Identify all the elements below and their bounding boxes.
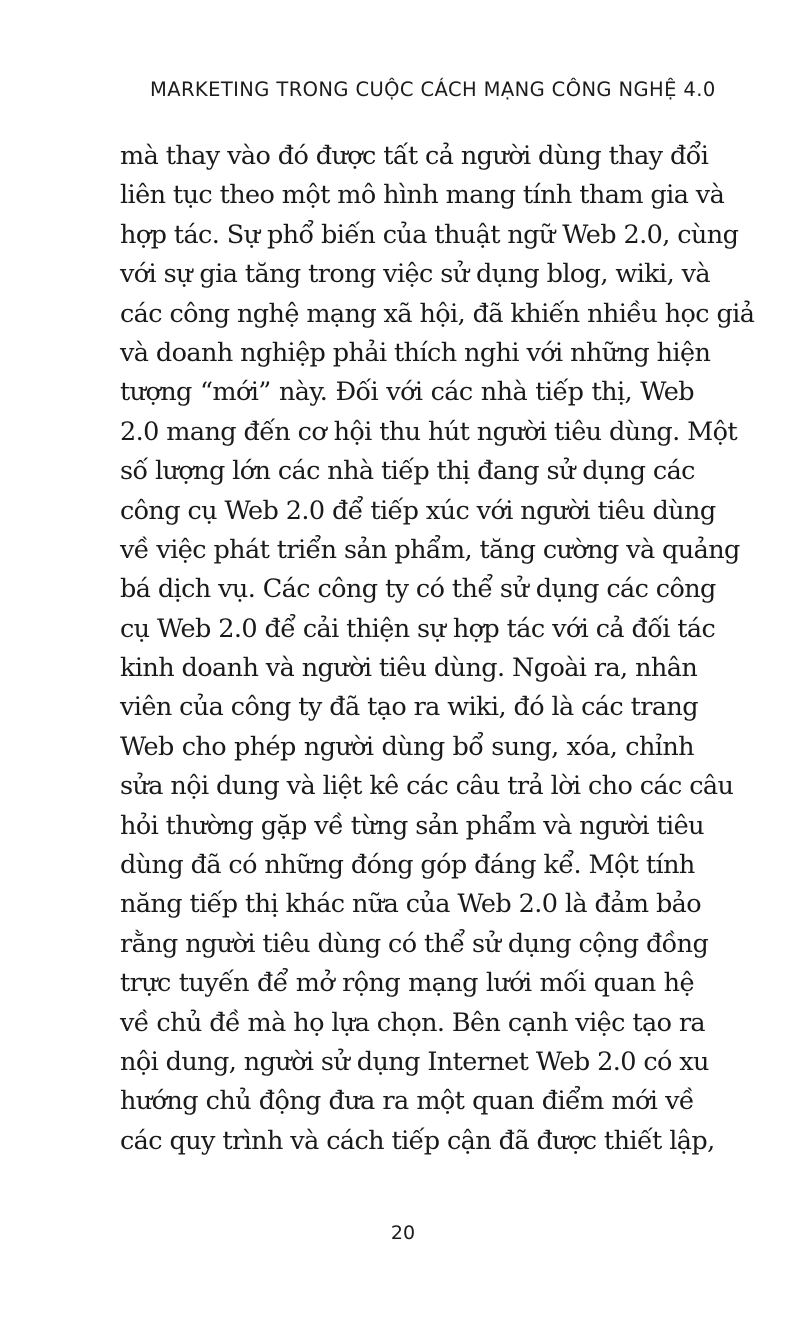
text-line: và doanh nghiệp phải thích nghi với những hiện — [120, 337, 711, 368]
text-line: kinh doanh và người tiêu dùng. Ngoài ra, nhân — [120, 653, 698, 684]
text-line: về việc phát triển sản phẩm, tăng cường và quảng — [120, 534, 740, 565]
text-line: về chủ đề mà họ lựa chọn. Bên cạnh việc tạo ra — [120, 1007, 706, 1038]
text-line: dùng đã có những đóng góp đáng kể. Một tính — [120, 850, 695, 881]
page-number: 20 — [390, 1222, 416, 1244]
text-line: mà thay vào đó được tất cả người dùng thay đổi — [120, 141, 709, 171]
text-line: 2.0 mang đến cơ hội thu hút người tiêu dùng. Một — [120, 416, 738, 447]
text-line: hỏi thường gặp về từng sản phẩm và người tiêu — [120, 810, 704, 841]
running-header: MARKETING TRONG CUỘC CÁCH MẠNG CÔNG NGHỆ 4.0 — [150, 78, 716, 101]
text-line: hợp tác. Sự phổ biến của thuật ngữ Web 2.0, cùng — [120, 219, 739, 250]
text-line: các quy trình và cách tiếp cận đã được thiết lập, — [120, 1125, 715, 1156]
text-line: cụ Web 2.0 để cải thiện sự hợp tác với cả đối tác — [120, 613, 716, 644]
text-line: năng tiếp thị khác nữa của Web 2.0 là đảm bảo — [120, 889, 702, 920]
text-line: nội dung, người sử dụng Internet Web 2.0 có xu — [120, 1046, 709, 1077]
text-line: tượng “mới” này. Đối với các nhà tiếp thị, Web — [120, 377, 694, 408]
text-line: công cụ Web 2.0 để tiếp xúc với người tiêu dùng — [120, 495, 716, 526]
text-line: số lượng lớn các nhà tiếp thị đang sử dụng các — [120, 456, 695, 487]
text-line: hướng chủ động đưa ra một quan điểm mới về — [120, 1086, 694, 1117]
text-line: với sự gia tăng trong việc sử dụng blog, wiki, và — [120, 259, 710, 290]
text-line: trực tuyến để mở rộng mạng lưới mối quan hệ — [120, 968, 694, 999]
text-line: Web cho phép người dùng bổ sung, xóa, chỉnh — [120, 731, 694, 762]
text-line: rằng người tiêu dùng có thể sử dụng cộng đồng — [120, 928, 709, 959]
text-line: liên tục theo một mô hình mang tính tham gia và — [120, 180, 725, 211]
text-line: sửa nội dung và liệt kê các câu trả lời cho các câu — [120, 771, 734, 802]
text-line: bá dịch vụ. Các công ty có thể sử dụng các công — [120, 574, 716, 605]
text-line: viên của công ty đã tạo ra wiki, đó là các trang — [120, 692, 698, 723]
text-line: các công nghệ mạng xã hội, đã khiến nhiều học giả — [120, 298, 755, 329]
body-text — [120, 137, 755, 1161]
